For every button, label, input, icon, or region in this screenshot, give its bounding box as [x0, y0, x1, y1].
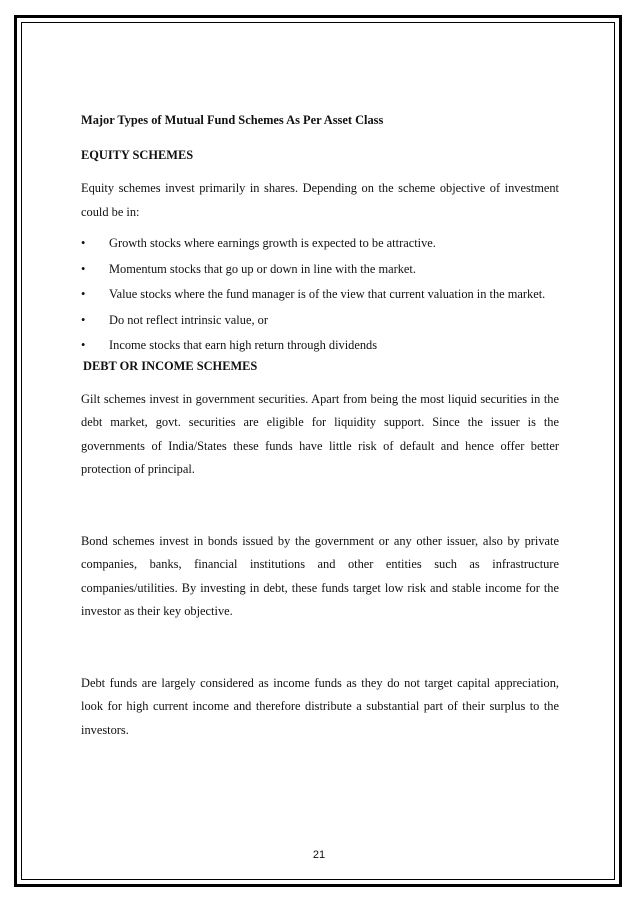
page-number: 21 — [312, 849, 326, 861]
list-item: • Do not reflect intrinsic value, or — [81, 309, 559, 333]
list-item: • Growth stocks where earnings growth is expected to be attractive. — [81, 232, 559, 256]
bond-paragraph: Bond schemes invest in bonds issued by the government or any other issuer, also by private companies, banks, financial institutions and other entities such as infrastructure companies/utilities. By investing in debt, these funds target low risk and stable income for the investor as their key objective. — [81, 533, 559, 618]
bullet-icon: • — [81, 312, 86, 327]
bullet-icon: • — [81, 261, 86, 276]
gilt-paragraph: Gilt schemes invest in government securities. Apart from being the most liquid securities in the debt market, govt. securities are eligible for liquidity support. Since the issuer is the governments of India/States these funds have little risk of default and hence offer better protection of principal. — [81, 391, 559, 476]
page-title: Major Types of Mutual Fund Schemes As Per Asset Class — [81, 113, 384, 127]
equity-bullet-list — [81, 232, 559, 358]
bullet-icon: • — [81, 287, 86, 301]
list-item: • Income stocks that earn high return through dividends — [81, 334, 559, 358]
bullet-icon: • — [81, 338, 86, 352]
bullet-icon: • — [81, 236, 86, 250]
list-item: • Value stocks where the fund manager is of the view that current valuation in the market. — [81, 283, 559, 307]
page-content — [81, 112, 559, 742]
equity-heading: EQUITY SCHEMES — [81, 148, 194, 162]
equity-intro: Equity schemes invest primarily in shares. Depending on the scheme objective of investment could be in: — [81, 181, 559, 219]
debt-heading: DEBT OR INCOME SCHEMES — [83, 358, 258, 373]
debt-funds-paragraph: Debt funds are largely considered as income funds as they do not target capital appreciation, look for high current income and therefore distribute a substantial part of their surplus to the investors. — [81, 675, 559, 737]
list-item: • Momentum stocks that go up or down in line with the market. — [81, 258, 559, 282]
